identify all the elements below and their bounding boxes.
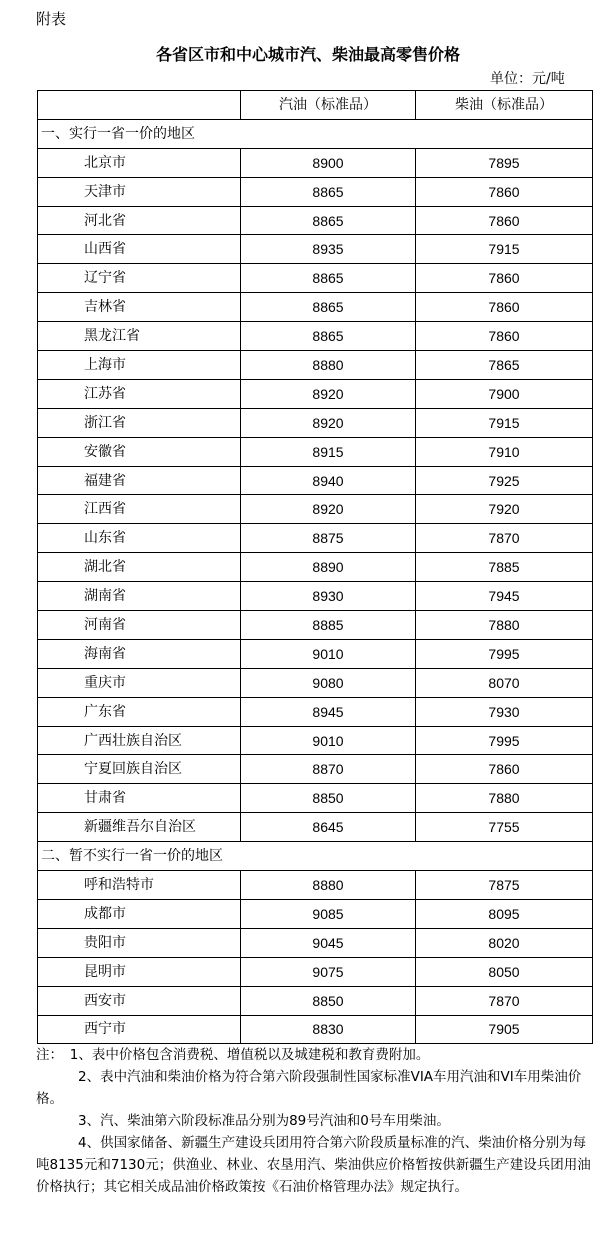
table-row	[38, 264, 593, 293]
gasoline-price-cell: 8880	[241, 871, 416, 900]
diesel-price-cell: 7920	[416, 495, 593, 524]
table-row	[38, 466, 593, 495]
gasoline-price-cell: 8850	[241, 784, 416, 813]
table-row	[38, 755, 593, 784]
table-row	[38, 582, 593, 611]
gasoline-price-cell: 8865	[241, 264, 416, 293]
table-row	[38, 899, 593, 928]
gasoline-price-cell: 8935	[241, 235, 416, 264]
diesel-price-cell: 7860	[416, 755, 593, 784]
diesel-price-cell: 7870	[416, 986, 593, 1015]
gasoline-price-cell: 8920	[241, 408, 416, 437]
diesel-price-cell: 8070	[416, 668, 593, 697]
region-name-cell: 吉林省	[38, 293, 241, 322]
gasoline-price-cell: 8880	[241, 351, 416, 380]
gasoline-price-cell: 8830	[241, 1015, 416, 1044]
region-name-cell: 辽宁省	[38, 264, 241, 293]
table-row	[38, 639, 593, 668]
diesel-price-cell: 7880	[416, 784, 593, 813]
table-row	[38, 148, 593, 177]
header-cell-gasoline: 汽油（标准品）	[241, 91, 416, 120]
table-row	[38, 293, 593, 322]
header-cell-diesel: 柴油（标准品）	[416, 91, 593, 120]
region-name-cell: 湖北省	[38, 553, 241, 582]
table-row	[38, 611, 593, 640]
table-row	[38, 408, 593, 437]
table-row	[38, 322, 593, 351]
region-name-cell: 河北省	[38, 206, 241, 235]
note-4: 4、供国家储备、新疆生产建设兵团用符合第六阶段质量标准的汽、柴油价格分别为每吨8135元和7130元；供渔业、林业、农垦用汽、柴油供应价格暂按供新疆生产建设兵团用油价格执行；其它相关成品油价格政策按《石油价格管理办法》规定执行。	[36, 1135, 591, 1195]
gasoline-price-cell: 8940	[241, 466, 416, 495]
table-row	[38, 784, 593, 813]
region-name-cell: 重庆市	[38, 668, 241, 697]
gasoline-price-cell: 8930	[241, 582, 416, 611]
region-name-cell: 江苏省	[38, 379, 241, 408]
price-table	[37, 90, 593, 1044]
table-row	[38, 351, 593, 380]
table-row	[38, 957, 593, 986]
table-row	[38, 495, 593, 524]
table-row	[38, 697, 593, 726]
table-row	[38, 524, 593, 553]
table-row	[38, 813, 593, 842]
diesel-price-cell: 7915	[416, 235, 593, 264]
notes	[36, 1044, 596, 1198]
section-row	[38, 842, 593, 871]
region-name-cell: 新疆维吾尔自治区	[38, 813, 241, 842]
region-name-cell: 福建省	[38, 466, 241, 495]
diesel-price-cell: 7860	[416, 322, 593, 351]
region-name-cell: 江西省	[38, 495, 241, 524]
gasoline-price-cell: 9080	[241, 668, 416, 697]
diesel-price-cell: 7945	[416, 582, 593, 611]
table-row	[38, 437, 593, 466]
section-row	[38, 119, 593, 148]
region-name-cell: 山东省	[38, 524, 241, 553]
diesel-price-cell: 7885	[416, 553, 593, 582]
diesel-price-cell: 7900	[416, 379, 593, 408]
table-row	[38, 726, 593, 755]
gasoline-price-cell: 8865	[241, 293, 416, 322]
region-name-cell: 西安市	[38, 986, 241, 1015]
diesel-price-cell: 7865	[416, 351, 593, 380]
diesel-price-cell: 8020	[416, 928, 593, 957]
region-name-cell: 北京市	[38, 148, 241, 177]
diesel-price-cell: 7755	[416, 813, 593, 842]
gasoline-price-cell: 8915	[241, 437, 416, 466]
header-row	[38, 91, 593, 120]
diesel-price-cell: 7860	[416, 293, 593, 322]
gasoline-price-cell: 8870	[241, 755, 416, 784]
gasoline-price-cell: 9085	[241, 899, 416, 928]
region-name-cell: 贵阳市	[38, 928, 241, 957]
table-row	[38, 871, 593, 900]
diesel-price-cell: 7915	[416, 408, 593, 437]
diesel-price-cell: 7860	[416, 264, 593, 293]
note-3: 3、汽、柴油第六阶段标准品分别为89号汽油和0号车用柴油。	[78, 1113, 450, 1129]
gasoline-price-cell: 8945	[241, 697, 416, 726]
diesel-price-cell: 8050	[416, 957, 593, 986]
diesel-price-cell: 7870	[416, 524, 593, 553]
diesel-price-cell: 7905	[416, 1015, 593, 1044]
diesel-price-cell: 7860	[416, 206, 593, 235]
table-row	[38, 206, 593, 235]
unit-label: 单位：元/吨	[490, 71, 565, 87]
table-row	[38, 235, 593, 264]
page-title: 各省区市和中心城市汽、柴油最高零售价格	[155, 45, 460, 64]
gasoline-price-cell: 8865	[241, 177, 416, 206]
gasoline-price-cell: 9010	[241, 726, 416, 755]
gasoline-price-cell: 8865	[241, 206, 416, 235]
region-name-cell: 西宁市	[38, 1015, 241, 1044]
region-name-cell: 湖南省	[38, 582, 241, 611]
gasoline-price-cell: 8900	[241, 148, 416, 177]
region-name-cell: 宁夏回族自治区	[38, 755, 241, 784]
gasoline-price-cell: 8875	[241, 524, 416, 553]
header-cell-region	[38, 91, 241, 120]
diesel-price-cell: 7995	[416, 639, 593, 668]
note-2: 2、表中汽油和柴油价格为符合第六阶段强制性国家标准VIA车用汽油和VI车用柴油价格。	[36, 1069, 582, 1107]
table-row	[38, 379, 593, 408]
table-row	[38, 177, 593, 206]
gasoline-price-cell: 8850	[241, 986, 416, 1015]
region-name-cell: 天津市	[38, 177, 241, 206]
gasoline-price-cell: 8885	[241, 611, 416, 640]
region-name-cell: 广东省	[38, 697, 241, 726]
gasoline-price-cell: 8865	[241, 322, 416, 351]
gasoline-price-cell: 8920	[241, 495, 416, 524]
region-name-cell: 河南省	[38, 611, 241, 640]
region-name-cell: 呼和浩特市	[38, 871, 241, 900]
diesel-price-cell: 8095	[416, 899, 593, 928]
diesel-price-cell: 7880	[416, 611, 593, 640]
region-name-cell: 山西省	[38, 235, 241, 264]
diesel-price-cell: 7925	[416, 466, 593, 495]
gasoline-price-cell: 8890	[241, 553, 416, 582]
region-name-cell: 黑龙江省	[38, 322, 241, 351]
table-row	[38, 1015, 593, 1044]
note-1: 注： 1、表中价格包含消费税、增值税以及城建税和教育费附加。	[36, 1047, 430, 1063]
appendix-label: 附表	[36, 10, 67, 28]
region-name-cell: 成都市	[38, 899, 241, 928]
region-name-cell: 广西壮族自治区	[38, 726, 241, 755]
table-row	[38, 668, 593, 697]
region-name-cell: 海南省	[38, 639, 241, 668]
diesel-price-cell: 7910	[416, 437, 593, 466]
region-name-cell: 上海市	[38, 351, 241, 380]
diesel-price-cell: 7995	[416, 726, 593, 755]
diesel-price-cell: 7895	[416, 148, 593, 177]
region-name-cell: 甘肃省	[38, 784, 241, 813]
gasoline-price-cell: 9010	[241, 639, 416, 668]
table-row	[38, 928, 593, 957]
table-row	[38, 986, 593, 1015]
region-name-cell: 昆明市	[38, 957, 241, 986]
region-name-cell: 浙江省	[38, 408, 241, 437]
section-label: 一、实行一省一价的地区	[38, 119, 593, 148]
region-name-cell: 安徽省	[38, 437, 241, 466]
diesel-price-cell: 7860	[416, 177, 593, 206]
gasoline-price-cell: 9075	[241, 957, 416, 986]
gasoline-price-cell: 9045	[241, 928, 416, 957]
diesel-price-cell: 7875	[416, 871, 593, 900]
table-row	[38, 553, 593, 582]
gasoline-price-cell: 8645	[241, 813, 416, 842]
section-label: 二、暂不实行一省一价的地区	[38, 842, 593, 871]
diesel-price-cell: 7930	[416, 697, 593, 726]
gasoline-price-cell: 8920	[241, 379, 416, 408]
